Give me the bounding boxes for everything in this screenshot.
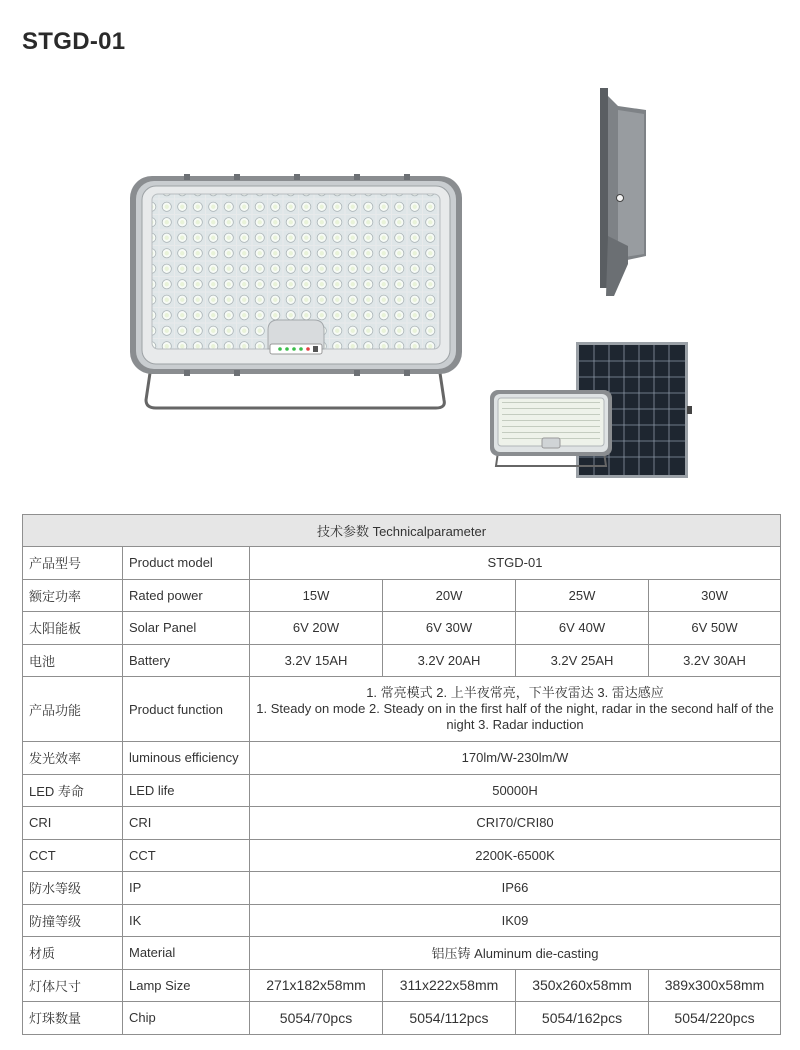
label-en: luminous efficiency	[123, 742, 250, 775]
label-cn: LED 寿命	[23, 774, 123, 807]
value-cell: IK09	[250, 904, 781, 937]
page-title: STGD-01	[22, 28, 126, 55]
function-cn-text: 1. 常亮模式 2. 上半夜常亮，下半夜雷达 3. 雷达感应	[366, 685, 664, 700]
label-en: Product model	[123, 547, 250, 580]
value-cell: 6V 40W	[516, 612, 649, 645]
value-cell: 3.2V 20AH	[383, 644, 516, 677]
value-cell: 5054/112pcs	[383, 1002, 516, 1035]
label-cn: 防水等级	[23, 872, 123, 905]
value-cell	[250, 677, 781, 742]
value-cell: IP66	[250, 872, 781, 905]
table-row	[23, 872, 781, 905]
value-cell: 350x260x58mm	[516, 969, 649, 1002]
value-cell: 5054/70pcs	[250, 1002, 383, 1035]
value-cell: CRI70/CRI80	[250, 807, 781, 840]
value-cell: 3.2V 15AH	[250, 644, 383, 677]
value-cell: 50000H	[250, 774, 781, 807]
value-cell: 3.2V 25AH	[516, 644, 649, 677]
label-cn: CCT	[23, 839, 123, 872]
value-cell: STGD-01	[250, 547, 781, 580]
table-row	[23, 937, 781, 970]
label-cn: 灯体尺寸	[23, 969, 123, 1002]
value-cell: 6V 50W	[649, 612, 781, 645]
floodlight-side-image	[588, 86, 668, 316]
floodlight-front-image	[128, 168, 468, 414]
label-en: CRI	[123, 807, 250, 840]
label-cn: 发光效率	[23, 742, 123, 775]
value-cell: 389x300x58mm	[649, 969, 781, 1002]
value-cell: 271x182x58mm	[250, 969, 383, 1002]
solar-kit-image	[488, 340, 694, 480]
table-row	[23, 969, 781, 1002]
table-row	[23, 839, 781, 872]
value-cell: 5054/162pcs	[516, 1002, 649, 1035]
table-row	[23, 807, 781, 840]
function-en-text: 1. Steady on mode 2. Steady on in the first half of the night, radar in the second half of the night 3. Radar induction	[256, 701, 774, 732]
label-cn: 太阳能板	[23, 612, 123, 645]
label-en: Battery	[123, 644, 250, 677]
value-cell: 15W	[250, 579, 383, 612]
value-cell: 170lm/W-230lm/W	[250, 742, 781, 775]
table-row	[23, 579, 781, 612]
label-en: Chip	[123, 1002, 250, 1035]
value-cell: 铝压铸 Aluminum die-casting	[250, 937, 781, 970]
table-row	[23, 547, 781, 580]
label-cn: 电池	[23, 644, 123, 677]
value-cell: 3.2V 30AH	[649, 644, 781, 677]
table-row	[23, 904, 781, 937]
label-en: CCT	[123, 839, 250, 872]
table-row	[23, 677, 781, 742]
label-en: IK	[123, 904, 250, 937]
table-row	[23, 612, 781, 645]
value-cell: 311x222x58mm	[383, 969, 516, 1002]
table-header: 技术参数 Technicalparameter	[23, 515, 781, 547]
label-cn: 额定功率	[23, 579, 123, 612]
value-cell: 30W	[649, 579, 781, 612]
value-cell: 20W	[383, 579, 516, 612]
label-en: IP	[123, 872, 250, 905]
label-cn: 灯珠数量	[23, 1002, 123, 1035]
label-en: LED life	[123, 774, 250, 807]
value-cell: 6V 30W	[383, 612, 516, 645]
table-row	[23, 1002, 781, 1035]
table-row	[23, 742, 781, 775]
value-cell: 2200K-6500K	[250, 839, 781, 872]
tech-parameter-table	[22, 514, 781, 1035]
label-cn: 产品功能	[23, 677, 123, 742]
label-en: Lamp Size	[123, 969, 250, 1002]
value-cell: 5054/220pcs	[649, 1002, 781, 1035]
value-cell: 6V 20W	[250, 612, 383, 645]
label-cn: 材质	[23, 937, 123, 970]
value-cell: 25W	[516, 579, 649, 612]
table-row	[23, 774, 781, 807]
label-en: Material	[123, 937, 250, 970]
label-cn: 防撞等级	[23, 904, 123, 937]
table-header-row	[23, 515, 781, 547]
table-row	[23, 644, 781, 677]
label-cn: 产品型号	[23, 547, 123, 580]
label-cn: CRI	[23, 807, 123, 840]
label-en: Solar Panel	[123, 612, 250, 645]
label-en: Rated power	[123, 579, 250, 612]
label-en: Product function	[123, 677, 250, 742]
